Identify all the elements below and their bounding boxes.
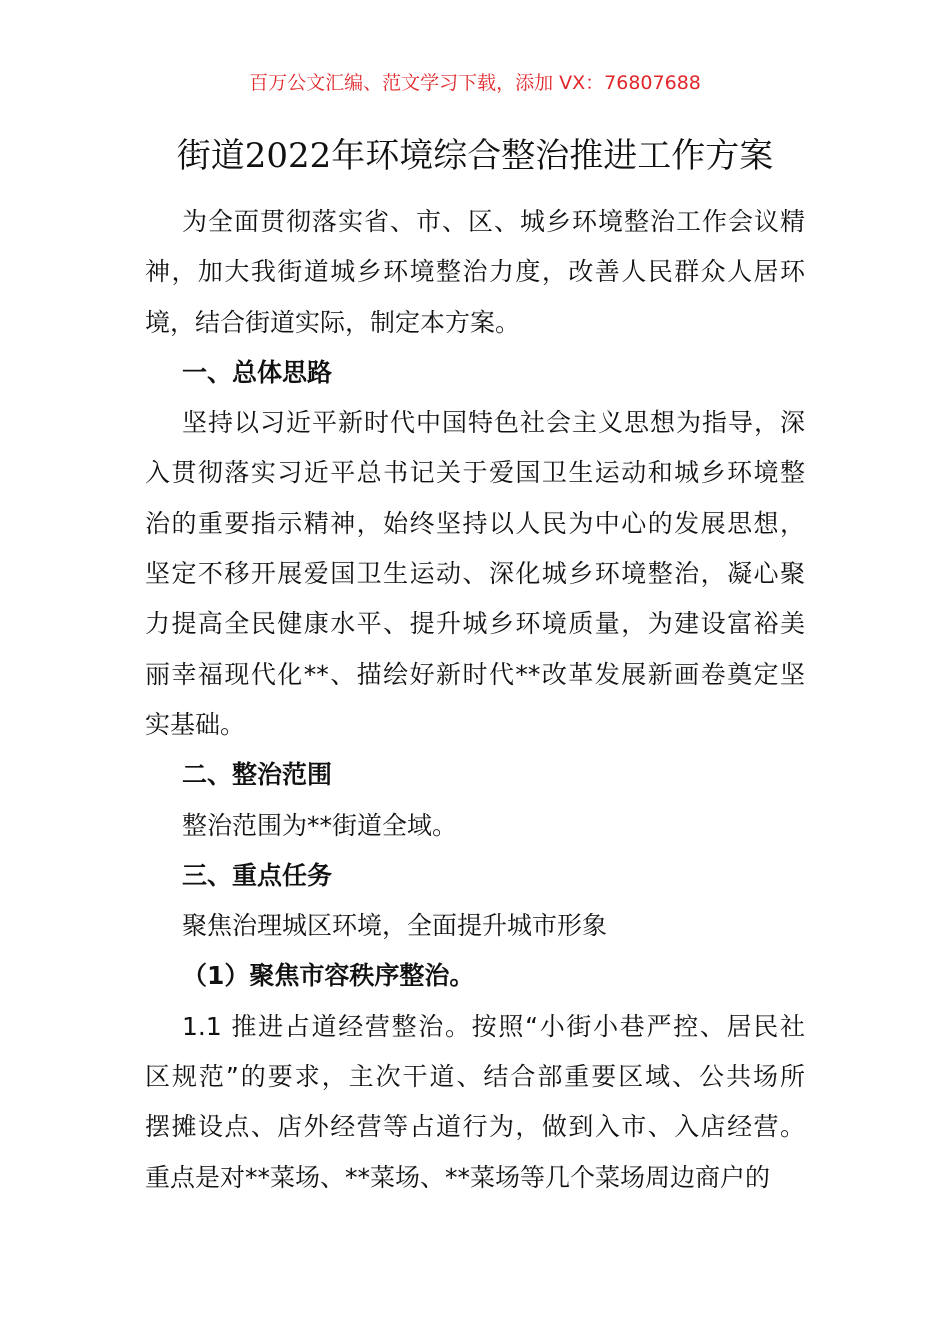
section-heading <box>145 348 805 398</box>
text-line: （1）聚焦市容秩序整治。 <box>182 961 475 991</box>
text-line: 实基础。 <box>145 709 246 739</box>
paragraph <box>145 1002 805 1203</box>
paragraph <box>145 901 805 951</box>
text-line: 丽幸福现代化**、描绘好新时代**改革发展新画卷奠定坚 <box>145 659 805 689</box>
watermark-header: 百万公文汇编、范文学习下载，添加 VX：76807688 <box>249 72 701 94</box>
document-body <box>145 197 805 1203</box>
text-line: 整治范围为**街道全域。 <box>182 810 458 840</box>
text-line: 二、整治范围 <box>182 760 333 790</box>
text-line: 境，结合街道实际，制定本方案。 <box>145 307 521 337</box>
text-line: 治的重要指示精神，始终坚持以人民为中心的发展思想， <box>145 508 805 538</box>
document-title: 街道2022年环境综合整治推进工作方案 <box>176 136 774 176</box>
text-line: 1.1 推进占道经营整治。按照“小街小巷严控、居民社 <box>182 1011 805 1041</box>
text-line: 入贯彻落实习近平总书记关于爱国卫生运动和城乡环境整 <box>145 458 805 488</box>
section-heading <box>145 750 805 800</box>
text-line: 摆摊设点、店外经营等占道行为，做到入市、入店经营。 <box>145 1112 805 1142</box>
section-heading <box>145 951 805 1001</box>
text-line: 区规范”的要求，主次干道、结合部重要区域、公共场所 <box>145 1062 805 1092</box>
paragraph <box>145 398 805 750</box>
text-line: 坚持以习近平新时代中国特色社会主义思想为指导，深 <box>182 408 805 438</box>
text-line: 重点是对**菜场、**菜场、**菜场等几个菜场周边商户的 <box>145 1162 771 1192</box>
text-line: 聚焦治理城区环境，全面提升城市形象 <box>182 911 608 941</box>
text-line: 坚定不移开展爱国卫生运动、深化城乡环境整治，凝心聚 <box>145 559 805 589</box>
text-line: 神，加大我街道城乡环境整治力度，改善人民群众人居环 <box>145 257 805 287</box>
paragraph <box>145 801 805 851</box>
paragraph <box>145 197 805 348</box>
text-line: 力提高全民健康水平、提升城乡环境质量，为建设富裕美 <box>145 609 805 639</box>
text-line: 为全面贯彻落实省、市、区、城乡环境整治工作会议精 <box>182 207 805 236</box>
text-line: 三、重点任务 <box>182 860 333 890</box>
section-heading <box>145 851 805 901</box>
text-line: 一、总体思路 <box>182 357 333 387</box>
